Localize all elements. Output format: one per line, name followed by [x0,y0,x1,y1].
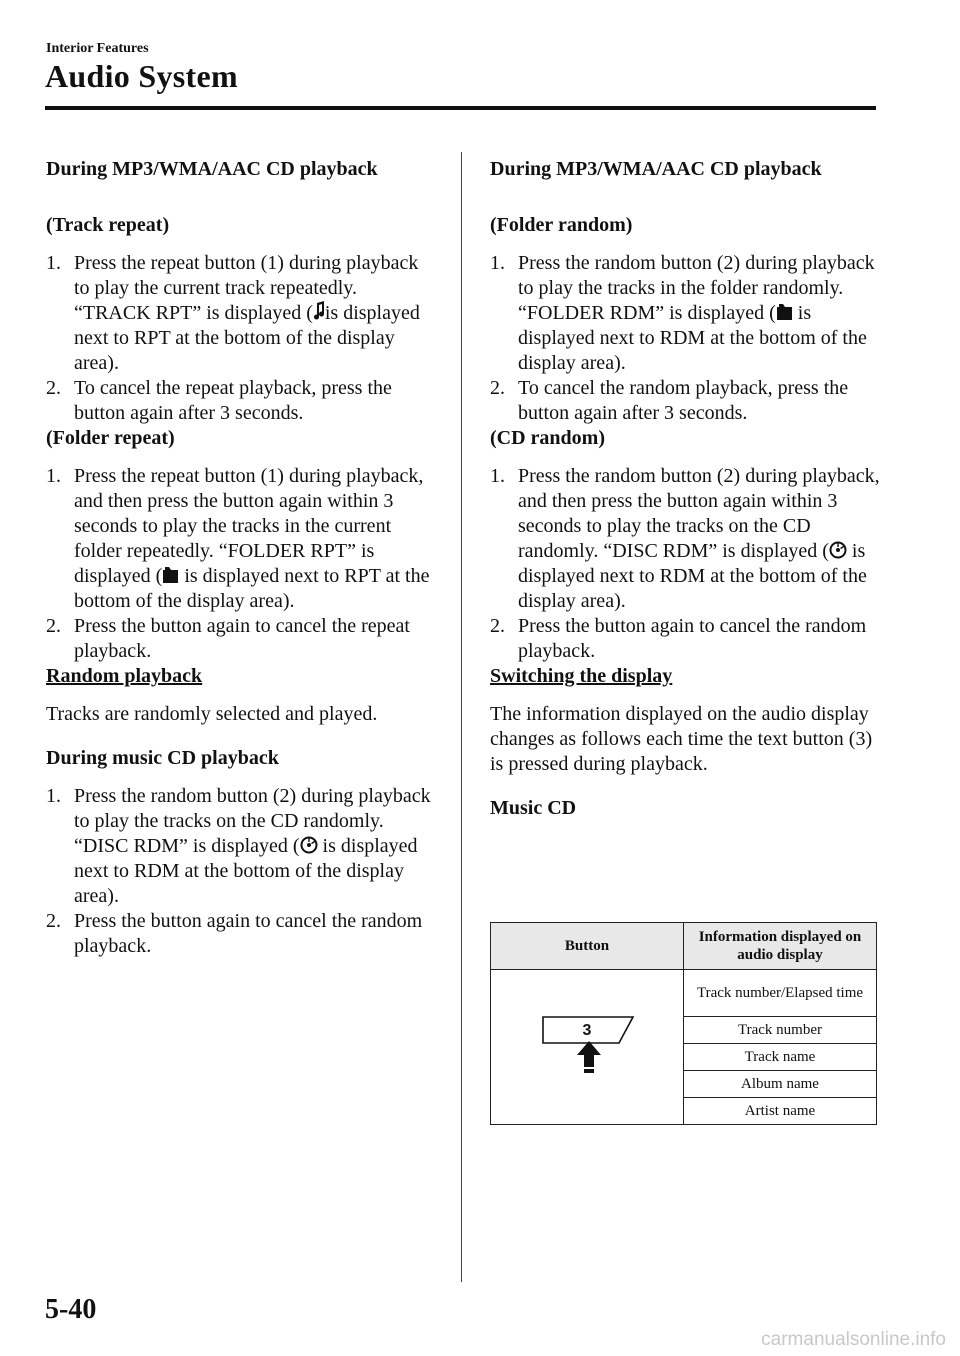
switching-intro: The information displayed on the audio display changes as follows each time the text button (3) is pressed during playback. [490,703,873,775]
cd-random-heading: (CD random) [490,427,605,449]
list-item: 2. Press the button again to cancel the random playback. [490,615,867,662]
text-button-illustration [527,1011,647,1079]
section-label: Interior Features [46,41,149,56]
info-cell: Track number [684,1017,877,1044]
cd-random-steps [490,464,880,664]
folder-icon [776,303,793,321]
info-cell: Album name [684,1071,877,1098]
page-number: 5-40 [45,1294,97,1325]
music-cd-heading: Music CD [490,797,577,819]
list-item: 1. Press the repeat button (1) during playback, and then press the button again within 3 seconds to play the tracks in the current folder repeatedly. “FOLDER RPT” is displayed ( is displayed next to RPT at the bottom of the display area). [46,465,430,612]
title-rule [45,106,876,110]
mp3-heading-right: During MP3/WMA/AAC CD playback [490,158,822,180]
track-repeat-steps [46,251,436,426]
table-header-row [491,923,877,970]
column-divider [461,152,462,1282]
list-item: 2. To cancel the repeat playback, press the button again after 3 seconds. [46,377,392,424]
text-button-cell [491,970,684,1125]
info-cell: Track name [684,1044,877,1071]
folder-repeat-heading: (Folder repeat) [46,427,175,449]
switching-display-heading: Switching the display [490,665,673,687]
random-intro: Tracks are randomly selected and played. [46,703,378,725]
right-column [490,157,880,834]
disc-icon [300,836,318,854]
header-button: Button [491,923,684,970]
folder-random-steps [490,251,880,426]
button-number: 3 [582,1021,592,1039]
list-item: 1. Press the random button (2) during playback to play the tracks on the CD randomly. “DISC RDM” is displayed ( is displayed next to RDM at the bottom of the display area). [46,785,431,907]
folder-random-heading: (Folder random) [490,214,633,236]
list-item: 2. Press the button again to cancel the random playback. [46,910,423,957]
page-title: Audio System [45,58,238,94]
list-item: 2. To cancel the random playback, press the button again after 3 seconds. [490,377,849,424]
disc-icon [829,541,847,559]
folder-repeat-steps [46,464,436,664]
track-repeat-heading: (Track repeat) [46,214,170,236]
footer-watermark: carmanualsonline.info [761,1329,946,1350]
header-info: Information displayed on audio display [684,923,877,970]
list-item: 1. Press the random button (2) during playback, and then press the button again within 3 seconds to play the tracks on the CD randomly. “DISC RDM” is displayed ( is displayed next to RDM at the bottom of the display area). [490,465,880,612]
folder-icon [162,566,179,584]
list-item: 1. Press the random button (2) during playback to play the tracks in the folder randomly. “FOLDER RDM” is displayed ( is displayed next to RDM at the bottom of the display area). [490,252,875,374]
info-cell: Track number/Elapsed time [684,970,877,1017]
random-playback-heading: Random playback [46,665,203,687]
music-cd-steps [46,784,436,959]
left-column [46,157,436,959]
mp3-heading-left: During MP3/WMA/AAC CD playback [46,158,378,180]
music-note-icon [313,301,325,321]
info-cell: Artist name [684,1098,877,1125]
list-item: 2. Press the button again to cancel the repeat playback. [46,615,410,662]
music-cd-playback-heading: During music CD playback [46,747,279,769]
table-row [491,970,877,1017]
list-item: 1. Press the repeat button (1) during playback to play the current track repeatedly. “TRACK RPT” is displayed ( is displayed next to RPT at the bottom of the display area). [46,252,420,374]
display-info-table [490,922,877,1125]
up-arrow-icon [577,1041,601,1073]
